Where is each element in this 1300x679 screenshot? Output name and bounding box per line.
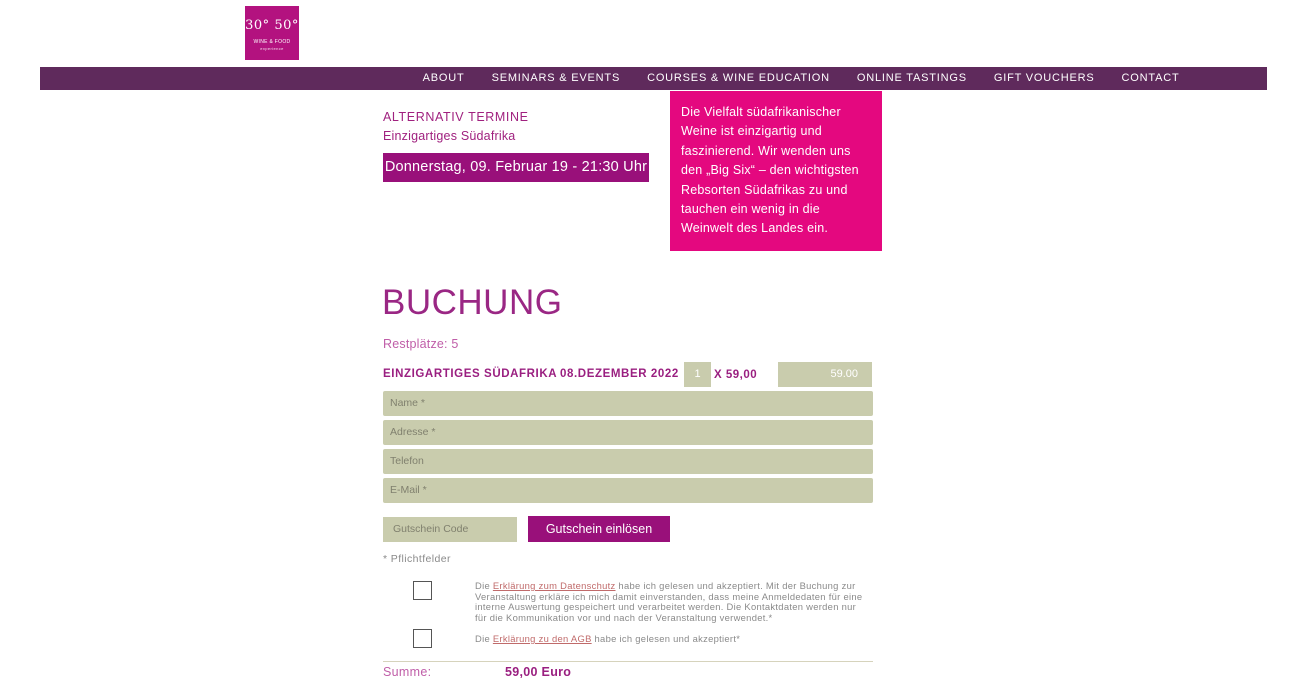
alt-dates-subtitle: Einzigartiges Südafrika xyxy=(383,129,516,143)
voucher-code-input[interactable]: Gutschein Code xyxy=(383,517,517,542)
privacy-consent-text xyxy=(475,581,867,624)
sum-label: Summe: xyxy=(383,665,432,679)
sum-divider xyxy=(383,661,873,662)
sum-value: 59,00 Euro xyxy=(505,665,572,679)
nav-courses-wine-education[interactable]: COURSES & WINE EDUCATION xyxy=(647,72,830,84)
logo-numbers: 30° 50° xyxy=(245,18,299,33)
agb-text-before: Die xyxy=(475,633,493,644)
alt-dates-title: ALTERNATIV TERMINE xyxy=(383,110,529,124)
privacy-policy-link[interactable]: Erklärung zum Datenschutz xyxy=(492,580,616,591)
agb-link[interactable]: Erklärung zu den AGB xyxy=(492,633,592,644)
logo-tagline: WINE & FOOD xyxy=(253,39,291,45)
logo-tagline-2: experience xyxy=(260,46,284,51)
nav-contact[interactable]: CONTACT xyxy=(1121,72,1180,84)
event-description: Die Vielfalt südafrikanischer Weine ist einzigartig und faszinierend. Wir wenden uns den „Big Six“ – den wichtigsten Rebsorten Südafrikas zu und tauchen ein wenig in die Weinwelt des Landes ein. xyxy=(670,91,882,251)
privacy-text-before: Die xyxy=(475,580,493,591)
event-date: 08.DEZEMBER 2022 xyxy=(560,368,679,380)
redeem-voucher-button[interactable]: Gutschein einlösen xyxy=(528,516,670,542)
quantity-input[interactable]: 1 xyxy=(684,362,711,387)
booking-title: BUCHUNG xyxy=(382,283,563,322)
email-field[interactable]: E-Mail * xyxy=(383,478,873,503)
site-logo[interactable] xyxy=(245,6,299,60)
nav-about[interactable]: ABOUT xyxy=(422,72,465,84)
name-field[interactable]: Name * xyxy=(383,391,873,416)
nav-seminars-events[interactable]: SEMINARS & EVENTS xyxy=(491,72,621,84)
agb-consent-text xyxy=(475,634,867,645)
required-fields-note: * Pflichtfelder xyxy=(383,553,451,565)
nav-gift-vouchers[interactable]: GIFT VOUCHERS xyxy=(993,72,1095,84)
event-name: EINZIGARTIGES SÜDAFRIKA xyxy=(383,368,558,380)
privacy-checkbox[interactable] xyxy=(413,581,432,600)
agb-text-after: habe ich gelesen und akzeptiert* xyxy=(591,633,741,644)
remaining-seats: Restplätze: 5 xyxy=(383,337,459,351)
privacy-text-after: habe ich gelesen und akzeptiert. Mit der Buchung zur Veranstaltung erkläre ich mich damit einverstanden, dass meine Anmeldedaten für eine interne Auswertung gespeichert und verarbeitet werden. Die Kontaktdaten werden nur für die Kommunikation vor und nach der Veranstaltung verwendet.* xyxy=(475,580,863,624)
address-field[interactable]: Adresse * xyxy=(383,420,873,445)
agb-checkbox[interactable] xyxy=(413,629,432,648)
phone-field[interactable]: Telefon xyxy=(383,449,873,474)
total-field[interactable]: 59.00 xyxy=(778,362,872,387)
nav-online-tastings[interactable]: ONLINE TASTINGS xyxy=(856,72,967,84)
unit-price: X 59,00 xyxy=(714,369,758,381)
alt-date-button[interactable]: Donnerstag, 09. Februar 19 - 21:30 Uhr xyxy=(383,153,649,182)
main-nav xyxy=(40,67,1267,90)
